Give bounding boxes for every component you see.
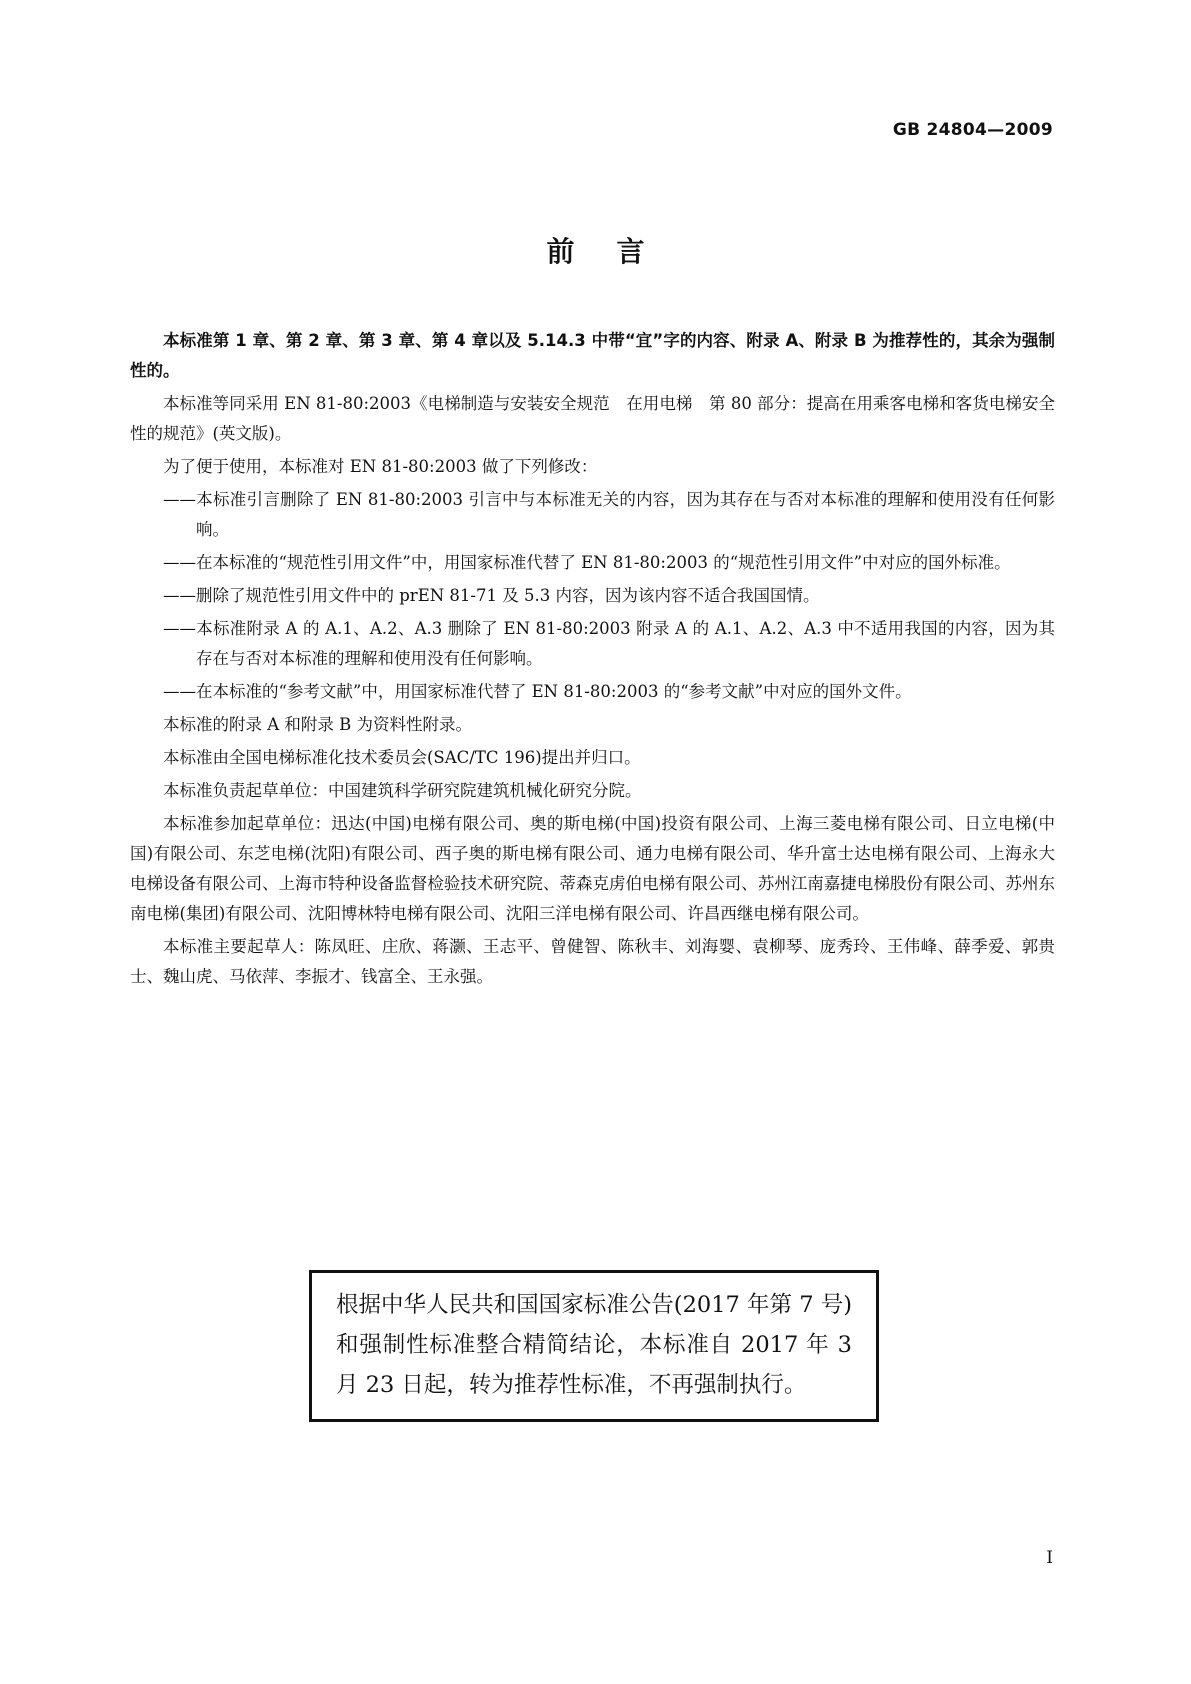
participating-drafters: 本标准参加起草单位：迅达(中国)电梯有限公司、奥的斯电梯(中国)投资有限公司、上海三菱电梯有限公司、日立电梯(中国)有限公司、东芝电梯(沈阳)有限公司、西子奥的斯电梯有限公司、通力电梯有限公司、华升富士达电梯有限公司、上海永大电梯设备有限公司、上海市特种设备监督检验技术研究院、蒂森克虏伯电梯有限公司、苏州江南嘉捷电梯股份有限公司、苏州东南电梯(集团)有限公司、沈阳博林特电梯有限公司、沈阳三洋电梯有限公司、许昌西继电梯有限公司。 (130, 814, 1055, 923)
title-char-2: 言 (616, 235, 645, 268)
main-drafters: 本标准主要起草人：陈凤旺、庄欣、蒋灏、王志平、曾健智、陈秋丰、刘海婴、袁柳琴、庞秀玲、王伟峰、薛季爱、郭贵士、魏山虎、马依萍、李振才、钱富全、王永强。 (130, 937, 1055, 986)
modification-item-4: ——本标准附录 A 的 A.1、A.2、A.3 删除了 EN 81-80:2003 附录 A 的 A.1、A.2、A.3 中不适用我国的内容，因为其存在与否对本标准的理解和使用没有任何影响。 (163, 619, 1055, 668)
modification-item-2: ——在本标准的“规范性引用文件”中，用国家标准代替了 EN 81-80:2003 的“规范性引用文件”中对应的国外标准。 (163, 553, 1011, 572)
scope-statement: 本标准第 1 章、第 2 章、第 3 章、第 4 章以及 5.14.3 中带“宜”字的内容、附录 A、附录 B 为推荐性的，其余为强制性的。 (130, 331, 1055, 380)
title-char-1: 前 (546, 235, 575, 268)
modifications-intro: 为了便于使用，本标准对 EN 81-80:2003 做了下列修改： (163, 457, 598, 476)
adoption-statement: 本标准等同采用 EN 81-80:2003《电梯制造与安装安全规范 在用电梯 第 80 部分：提高在用乘客电梯和客货电梯安全性的规范》(英文版)。 (130, 394, 1055, 443)
foreword-content (130, 326, 1055, 995)
notice-box (309, 1270, 879, 1422)
page-title (0, 230, 1191, 270)
page-number: I (1046, 1548, 1053, 1568)
modification-item-3: ——删除了规范性引用文件中的 prEN 81-71 及 5.3 内容，因为该内容不适合我国国情。 (163, 586, 820, 605)
proposer-statement: 本标准由全国电梯标准化技术委员会(SAC/TC 196)提出并归口。 (163, 748, 641, 767)
annex-statement: 本标准的附录 A 和附录 B 为资料性附录。 (163, 715, 473, 734)
notice-text: 根据中华人民共和国国家标准公告(2017 年第 7 号)和强制性标准整合精简结论，本标准自 2017 年 3 月 23 日起，转为推荐性标准，不再强制执行。 (336, 1292, 852, 1398)
modification-item-5: ——在本标准的“参考文献”中，用国家标准代替了 EN 81-80:2003 的“参考文献”中对应的国外文件。 (163, 682, 912, 701)
standard-code: GB 24804—2009 (892, 120, 1053, 140)
lead-drafter-statement: 本标准负责起草单位：中国建筑科学研究院建筑机械化研究分院。 (163, 781, 642, 800)
modification-item-1: ——本标准引言删除了 EN 81-80:2003 引言中与本标准无关的内容，因为其存在与否对本标准的理解和使用没有任何影响。 (163, 490, 1055, 539)
